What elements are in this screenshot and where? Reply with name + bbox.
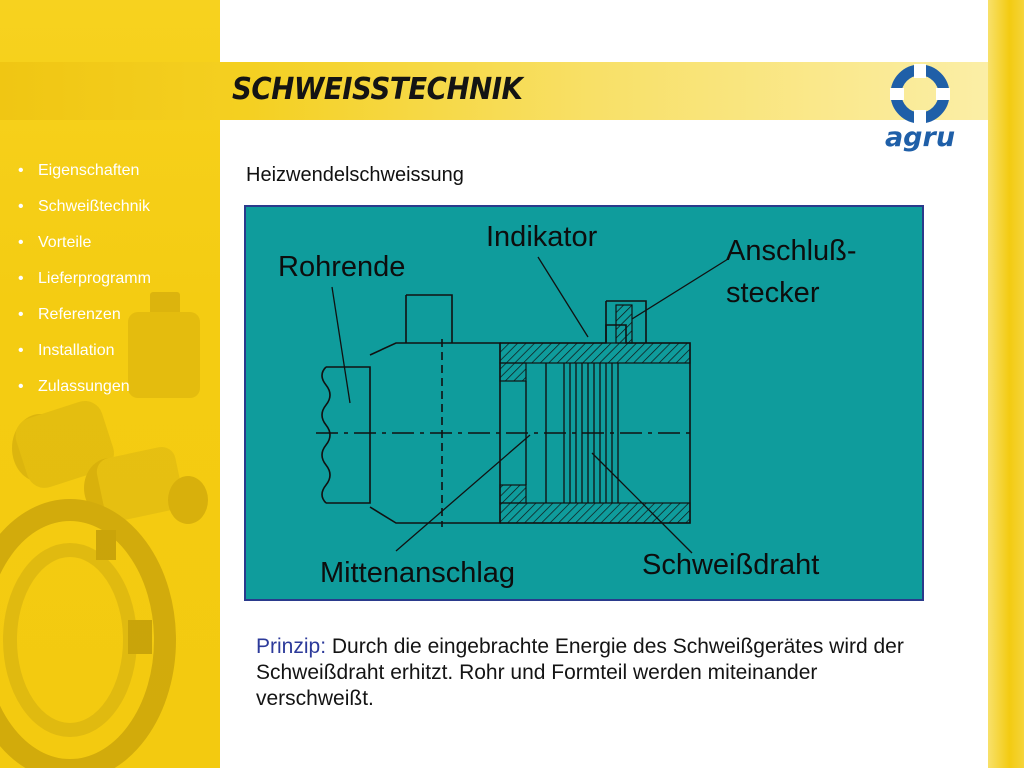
sidebar-item-vorteile[interactable] bbox=[18, 232, 151, 268]
logo-mark-icon bbox=[870, 62, 970, 154]
caption-text: Durch die eingebrachte Energie des Schweißgerätes wird der Schweißdraht erhitzt. Rohr und Formteil werden miteinander verschweißt. bbox=[256, 635, 904, 710]
bullet-icon: • bbox=[18, 234, 24, 251]
sidebar-item-label: Lieferprogramm bbox=[38, 270, 151, 287]
section-subtitle: Heizwendelschweissung bbox=[246, 164, 464, 186]
sidebar-nav bbox=[18, 160, 151, 412]
label-anschluss-line1: Anschluß- bbox=[726, 235, 857, 267]
welding-diagram bbox=[244, 205, 924, 601]
sidebar-item-label: Eigenschaften bbox=[38, 162, 140, 179]
label-mittenanschlag: Mittenanschlag bbox=[320, 557, 516, 589]
caption-prefix: Prinzip: bbox=[256, 635, 327, 658]
sidebar-item-lieferprogramm[interactable] bbox=[18, 268, 151, 304]
label-anschluss-line2: stecker bbox=[726, 277, 820, 309]
sidebar-item-eigenschaften[interactable] bbox=[18, 160, 151, 196]
sidebar-item-label: Installation bbox=[38, 342, 115, 359]
bullet-icon: • bbox=[18, 342, 24, 359]
sidebar-item-installation[interactable] bbox=[18, 340, 151, 376]
sidebar-item-zulassungen[interactable] bbox=[18, 376, 151, 412]
logo-wordmark: agru bbox=[884, 122, 956, 153]
sidebar-item-schweisstechnik[interactable] bbox=[18, 196, 151, 232]
sidebar-item-label: Schweißtechnik bbox=[38, 198, 151, 215]
bullet-icon: • bbox=[18, 198, 24, 215]
label-schweissdraht: Schweißdraht bbox=[642, 549, 820, 581]
sidebar-item-label: Referenzen bbox=[38, 306, 121, 323]
principle-caption bbox=[256, 634, 936, 712]
label-rohrende: Rohrende bbox=[278, 251, 406, 283]
bullet-icon: • bbox=[18, 162, 24, 179]
bullet-icon: • bbox=[18, 306, 24, 323]
sidebar-item-referenzen[interactable] bbox=[18, 304, 151, 340]
bullet-icon: • bbox=[18, 270, 24, 287]
page-title: SCHWEISSTECHNIK bbox=[232, 72, 523, 107]
right-decor-strip bbox=[988, 0, 1024, 768]
bullet-icon: • bbox=[18, 378, 24, 395]
agru-logo bbox=[870, 62, 970, 154]
sidebar-item-label: Zulassungen bbox=[38, 378, 130, 395]
label-indikator: Indikator bbox=[486, 221, 598, 253]
sidebar-item-label: Vorteile bbox=[38, 234, 92, 251]
